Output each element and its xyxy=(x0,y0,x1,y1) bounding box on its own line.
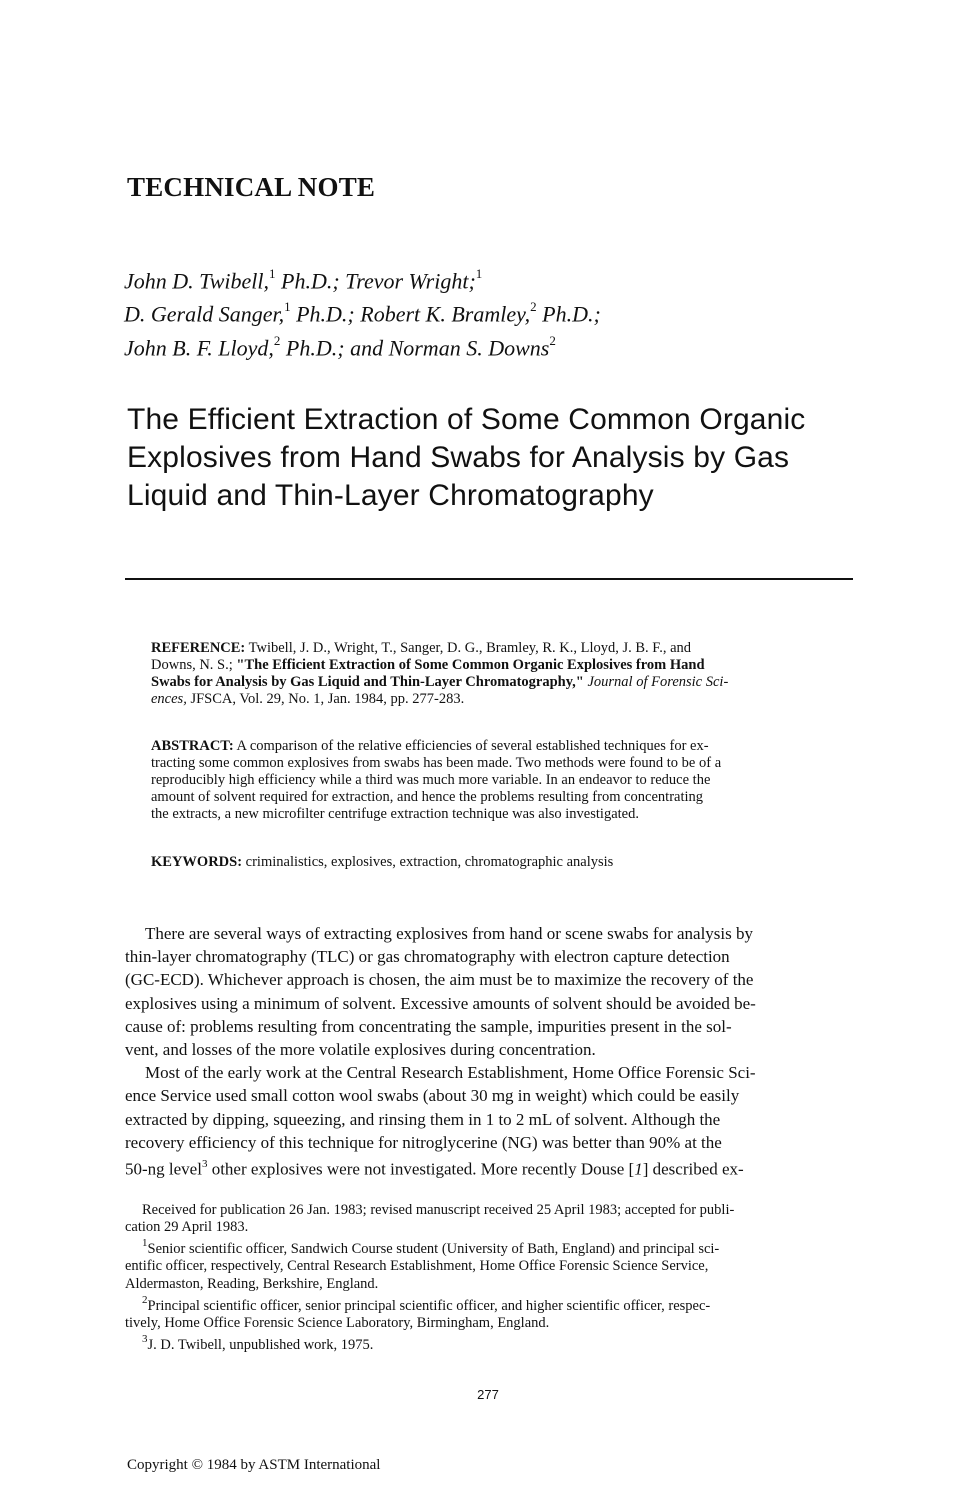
body-line: vent, and losses of the more volatile explosives during concentration. xyxy=(125,1040,596,1060)
affiliation-mark: 1 xyxy=(269,266,276,281)
author-list xyxy=(124,262,884,362)
body-text xyxy=(125,922,851,1181)
affiliation-mark: 2 xyxy=(273,332,281,348)
affiliation-mark: 1 xyxy=(284,299,291,315)
body-line: ence Service used small cotton wool swabs (about 30 mg in weight) which could be easily xyxy=(125,1086,740,1106)
author-text: Ph.D.; Trevor Wright; xyxy=(275,268,476,294)
abstract-line: tracting some common explosives from swabs has been made. Two methods were found to be of a xyxy=(151,755,722,771)
citation-ref: 1 xyxy=(634,1159,643,1179)
reference-line xyxy=(151,691,828,708)
paper-title xyxy=(127,401,887,515)
footnote-text: J. D. Twibell, unpublished work, 1975. xyxy=(147,1336,374,1353)
author-text: D. Gerald Sanger, xyxy=(124,301,285,327)
title-line: Liquid and Thin-Layer Chromatography xyxy=(127,479,654,512)
reference-line xyxy=(151,674,828,691)
abstract-line xyxy=(151,738,828,755)
reference-line xyxy=(151,640,828,657)
keywords-block xyxy=(151,854,828,871)
footnote-line xyxy=(125,1332,851,1354)
footnote-line: entific officer, respectively, Central Research Establishment, Home Office Forensic Science Service, xyxy=(125,1258,709,1275)
reference-title: "The Efficient Extraction of Some Common Organic Explosives from Hand xyxy=(236,657,705,673)
keywords-line xyxy=(151,854,828,871)
footnote-line: tively, Home Office Forensic Science Laboratory, Birmingham, England. xyxy=(125,1314,550,1331)
footnote-mark: 1 xyxy=(142,1237,148,1250)
author-line xyxy=(124,329,884,362)
journal-name: Journal of Forensic Sci- xyxy=(583,674,729,690)
reference-line xyxy=(151,657,828,674)
footnote-text: Principal scientific officer, senior principal scientific officer, and higher scientific officer, respec- xyxy=(147,1297,711,1314)
body-line: thin-layer chromatography (TLC) or gas chromatography with electron capture detection xyxy=(125,947,730,967)
abstract-line: amount of solvent required for extraction, and hence the problems resulting from concentrating xyxy=(151,789,704,805)
footnote-mark: 2 xyxy=(142,1293,148,1306)
footnote-line: Aldermaston, Reading, Berkshire, England. xyxy=(125,1275,379,1292)
author-text: Ph.D.; Robert K. Bramley, xyxy=(290,301,531,327)
footnotes xyxy=(125,1202,851,1354)
footnote-line xyxy=(125,1236,851,1258)
abstract-block xyxy=(151,738,828,823)
author-text: Ph.D.; and Norman S. Downs xyxy=(280,334,550,360)
author-line xyxy=(124,295,884,328)
body-line: explosives using a minimum of solvent. Excessive amounts of solvent should be avoided be- xyxy=(125,993,756,1013)
affiliation-mark: 2 xyxy=(530,299,537,315)
keywords-text: criminalistics, explosives, extraction, chromatographic analysis xyxy=(242,854,614,870)
body-line: (GC-ECD). Whichever approach is chosen, the aim must be to maximize the recovery of the xyxy=(125,970,754,990)
footnote-mark: 3 xyxy=(142,1333,148,1346)
reference-label: REFERENCE: xyxy=(151,640,246,656)
body-line: cause of: problems resulting from concentrating the sample, impurities present in the sol- xyxy=(125,1016,732,1036)
author-text: John B. F. Lloyd, xyxy=(124,334,274,360)
footnote-mark: 3 xyxy=(201,1158,208,1171)
title-line: Explosives from Hand Swabs for Analysis by Gas xyxy=(127,441,790,474)
author-line xyxy=(124,262,884,295)
body-line: Most of the early work at the Central Research Establishment, Home Office Forensic Sci- xyxy=(145,1063,756,1083)
abstract-line: reproducibly high efficiency while a third was much more variable. In an endeavor to reduce the xyxy=(151,772,711,788)
abstract-text: A comparison of the relative efficiencies of several established techniques for ex- xyxy=(233,738,709,754)
author-text: Ph.D.; xyxy=(536,301,601,327)
reference-text: JFSCA, Vol. 29, No. 1, Jan. 1984, pp. 277-283. xyxy=(186,691,465,707)
abstract-label: ABSTRACT: xyxy=(151,738,234,754)
footnote-text: Senior scientific officer, Sandwich Course student (University of Bath, England) and principal sci- xyxy=(147,1241,720,1258)
affiliation-mark: 2 xyxy=(549,332,556,348)
body-text-run: 50-ng level xyxy=(125,1159,202,1179)
keywords-label: KEYWORDS: xyxy=(151,854,243,870)
body-line: There are several ways of extracting explosives from hand or scene swabs for analysis by xyxy=(145,924,754,943)
copyright-notice: Copyright © 1984 by ASTM International xyxy=(127,1457,381,1473)
reference-block xyxy=(151,640,828,708)
title-divider xyxy=(125,578,853,580)
journal-name: ences, xyxy=(151,691,187,707)
title-line: The Efficient Extraction of Some Common Organic xyxy=(127,403,806,436)
body-text-run: ] described ex- xyxy=(642,1159,744,1179)
section-label: TECHNICAL NOTE xyxy=(127,172,376,202)
reference-text: Twibell, J. D., Wright, T., Sanger, D. G., Bramley, R. K., Lloyd, J. B. F., and xyxy=(245,640,691,656)
page-number: 277 xyxy=(477,1387,499,1402)
body-line xyxy=(125,1154,851,1181)
reference-text: Downs, N. S.; xyxy=(151,657,237,673)
author-text: John D. Twibell, xyxy=(124,268,270,294)
footnote-line xyxy=(125,1293,851,1315)
footnote-line: Received for publication 26 Jan. 1983; revised manuscript received 25 April 1983; accepted for publi- xyxy=(142,1202,735,1218)
body-line: extracted by dipping, squeezing, and rinsing them in 1 to 2 mL of solvent. Although the xyxy=(125,1109,721,1129)
body-line: recovery efficiency of this technique for nitroglycerine (NG) was better than 90% at the xyxy=(125,1132,722,1152)
abstract-line: the extracts, a new microfilter centrifuge extraction technique was also investigated. xyxy=(151,806,639,822)
affiliation-mark: 1 xyxy=(475,266,483,281)
body-text-run: other explosives were not investigated. More recently Douse [ xyxy=(207,1159,635,1179)
reference-title: Swabs for Analysis by Gas Liquid and Thin-Layer Chromatography," xyxy=(151,674,584,690)
footnote-line: cation 29 April 1983. xyxy=(125,1219,249,1236)
